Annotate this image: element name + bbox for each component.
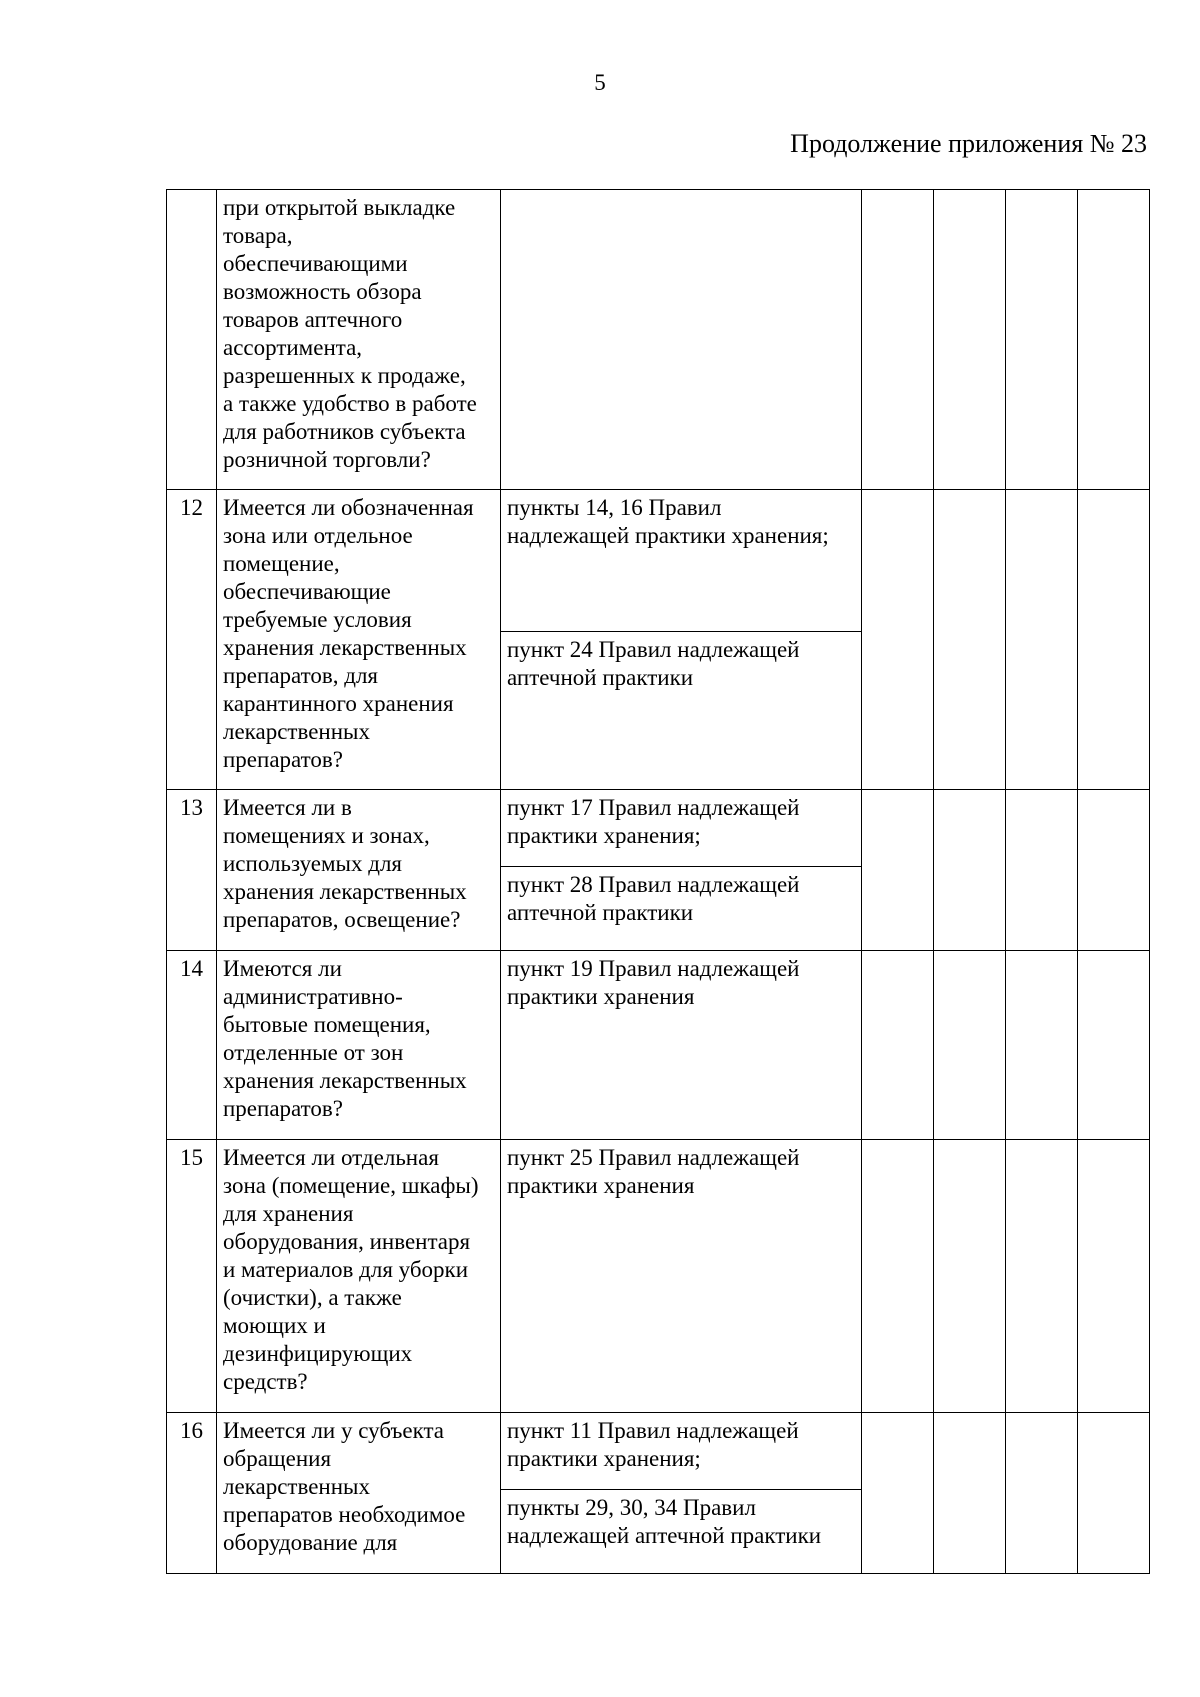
answer-cell: [934, 190, 1006, 490]
row-number: 12: [167, 490, 217, 790]
question-cell: Имеется ли у субъекта обращения лекарственных препаратов необходимое оборудование для: [217, 1413, 501, 1574]
answer-cell: [862, 951, 934, 1140]
question-cell: Имеется ли обозначенная зона или отдельное помещение, обеспечивающие требуемые условия хранения лекарственных препаратов, для карантинного хранения лекарственных препаратов?: [217, 490, 501, 790]
answer-cell: [862, 490, 934, 790]
reference-cell: пункт 25 Правил надлежащей практики хранения: [501, 1140, 862, 1413]
answer-cell: [1078, 190, 1150, 490]
answer-cell: [934, 1140, 1006, 1413]
answer-cell: [1078, 1140, 1150, 1413]
table-row: [167, 951, 1150, 1140]
answer-cell: [934, 490, 1006, 790]
answer-cell: [934, 951, 1006, 1140]
row-number: [167, 190, 217, 490]
answer-cell: [862, 790, 934, 951]
row-number: 13: [167, 790, 217, 951]
answer-cell: [934, 790, 1006, 951]
answer-cell: [1006, 1140, 1078, 1413]
table-row: [167, 1413, 1150, 1490]
reference-cell: пункт 24 Правил надлежащей аптечной практики: [501, 632, 862, 790]
answer-cell: [862, 1413, 934, 1574]
answer-cell: [1078, 490, 1150, 790]
table-row: [167, 790, 1150, 867]
table-row: [167, 190, 1150, 490]
answer-cell: [1006, 1413, 1078, 1574]
answer-cell: [1006, 790, 1078, 951]
answer-cell: [1006, 951, 1078, 1140]
question-cell: при открытой выкладке товара, обеспечивающими возможность обзора товаров аптечного ассортимента, разрешенных к продаже, а также удобство в работе для работников субъекта розничной торговли?: [217, 190, 501, 490]
answer-cell: [1078, 1413, 1150, 1574]
answer-cell: [1078, 790, 1150, 951]
page-number: 5: [594, 70, 606, 95]
checklist-table: [166, 189, 1150, 1574]
reference-cell: пункты 29, 30, 34 Правил надлежащей аптечной практики: [501, 1490, 862, 1574]
answer-cell: [862, 190, 934, 490]
table-row: [167, 1140, 1150, 1413]
row-number: 15: [167, 1140, 217, 1413]
answer-cell: [1078, 951, 1150, 1140]
answer-cell: [1006, 490, 1078, 790]
reference-cell: [501, 190, 862, 490]
answer-cell: [934, 1413, 1006, 1574]
reference-cell: пункт 19 Правил надлежащей практики хранения: [501, 951, 862, 1140]
answer-cell: [1006, 190, 1078, 490]
reference-cell: пункт 28 Правил надлежащей аптечной практики: [501, 867, 862, 951]
question-cell: Имеется ли отдельная зона (помещение, шкафы) для хранения оборудования, инвентаря и материалов для уборки (очистки), а также моющих и дезинфицирующих средств?: [217, 1140, 501, 1413]
reference-cell: пункт 17 Правил надлежащей практики хранения;: [501, 790, 862, 867]
reference-cell: пункты 14, 16 Правил надлежащей практики хранения;: [501, 490, 862, 632]
row-number: 16: [167, 1413, 217, 1574]
table-row: [167, 490, 1150, 632]
answer-cell: [862, 1140, 934, 1413]
continuation-title: Продолжение приложения № 23: [790, 129, 1147, 158]
question-cell: Имеются ли административно- бытовые помещения, отделенные от зон хранения лекарственных препаратов?: [217, 951, 501, 1140]
row-number: 14: [167, 951, 217, 1140]
reference-cell: пункт 11 Правил надлежащей практики хранения;: [501, 1413, 862, 1490]
question-cell: Имеется ли в помещениях и зонах, используемых для хранения лекарственных препаратов, освещение?: [217, 790, 501, 951]
